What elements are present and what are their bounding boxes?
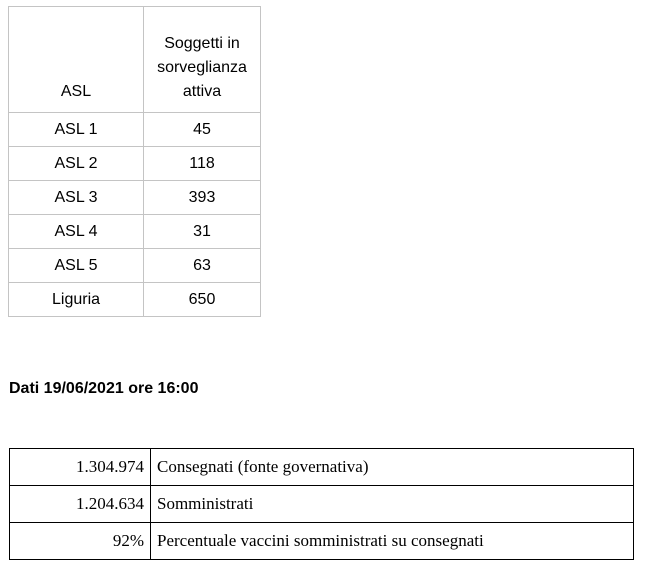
vaccine-value: 1.204.634 [10,486,151,523]
table-row [9,147,261,181]
table-row [10,449,634,486]
asl-name: ASL 5 [9,249,144,283]
asl-value: 63 [144,249,261,283]
asl-value: 31 [144,215,261,249]
asl-name: ASL 3 [9,181,144,215]
header-subjects-label: Soggetti in sorveglianza attiva [157,35,247,100]
vaccine-label: Somministrati [151,486,634,523]
asl-name: ASL 2 [9,147,144,181]
vaccine-value: 1.304.974 [10,449,151,486]
asl-value: 650 [144,283,261,317]
header-subjects [144,7,261,113]
asl-name: Liguria [9,283,144,317]
header-asl: ASL [9,7,144,113]
table-row-total [9,283,261,317]
table-row [9,113,261,147]
vaccine-label: Consegnati (fonte governativa) [151,449,634,486]
vaccine-label: Percentuale vaccini somministrati su consegnati [151,523,634,560]
table-row [9,181,261,215]
table-row [9,215,261,249]
vaccine-table [9,448,634,560]
vaccine-value: 92% [10,523,151,560]
asl-name: ASL 1 [9,113,144,147]
table-header-row [9,7,261,113]
table-row [9,249,261,283]
table-row [10,486,634,523]
data-timestamp: Dati 19/06/2021 ore 16:00 [9,380,199,397]
asl-value: 118 [144,147,261,181]
table-row [10,523,634,560]
asl-value: 45 [144,113,261,147]
asl-name: ASL 4 [9,215,144,249]
asl-value: 393 [144,181,261,215]
surveillance-table [8,6,261,317]
